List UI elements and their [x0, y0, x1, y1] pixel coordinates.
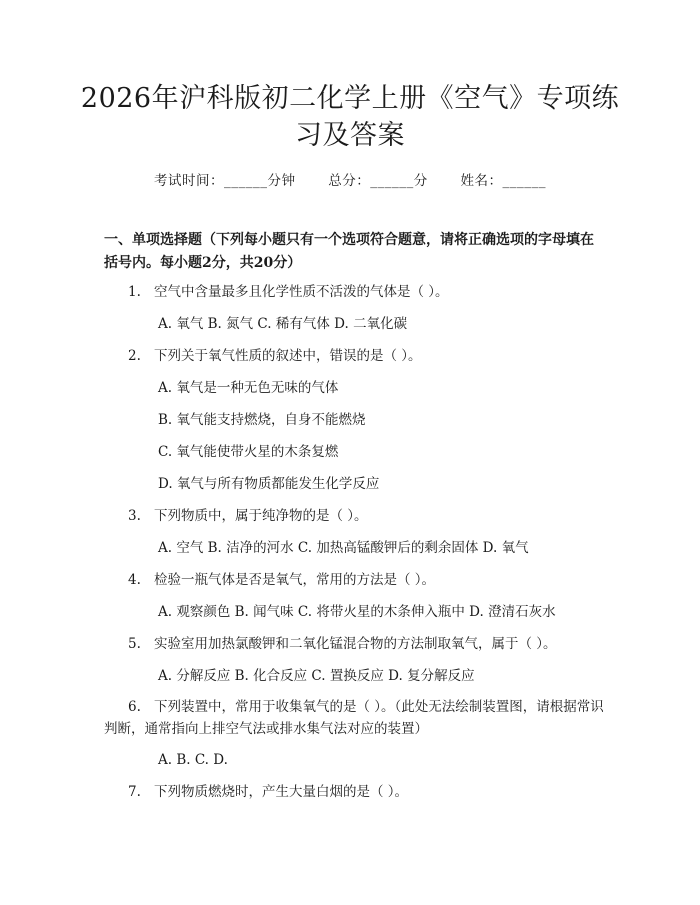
exam-time: 考试时间：______分钟	[153, 173, 296, 189]
exam-meta	[0, 169, 700, 189]
question-5	[128, 634, 608, 654]
question-7	[128, 782, 608, 802]
question-4	[128, 570, 608, 590]
exam-name: 姓名：______	[460, 173, 547, 189]
question-number: 3.	[128, 508, 141, 524]
question-number: 7.	[128, 784, 141, 800]
question-text: 下列物质燃烧时，产生大量白烟的是（ ）。	[154, 784, 409, 800]
question-text: 实验室用加热氯酸钾和二氧化锰混合物的方法制取氧气，属于（ ）。	[154, 636, 557, 652]
question-2	[128, 346, 608, 366]
question-text: 下列装置中，常用于收集氧气的是（ ）。（此处无法绘制装置图，请根据常识判断，通常指向上排空气法或排水集气法对应的装置）	[104, 699, 604, 737]
question-3	[128, 506, 608, 526]
question-text: 下列物质中，属于纯净物的是（ ）。	[154, 508, 368, 524]
question-1	[128, 282, 608, 302]
question-number: 1.	[128, 284, 141, 300]
question-number: 4.	[128, 572, 141, 588]
question-1-options: A. 氧气 B. 氮气 C. 稀有气体 D. 二氧化碳	[158, 316, 408, 332]
document-title: 2026年沪科版初二化学上册《空气》专项练习及答案	[80, 83, 620, 151]
question-6-options: A. B. C. D.	[158, 752, 228, 768]
section-heading: 一、单项选择题（下列每小题只有一个选项符合题意，请将正确选项的字母填在括号内。每小题2分，共20分）	[104, 232, 594, 271]
question-text: 下列关于氧气性质的叙述中，错误的是（ ）。	[154, 348, 422, 364]
question-2-option-b: B. 氧气能支持燃烧，自身不能燃烧	[158, 412, 366, 428]
question-text: 检验一瓶气体是否是氧气，常用的方法是（ ）。	[154, 572, 436, 588]
question-number: 2.	[128, 348, 141, 364]
question-text: 空气中含量最多且化学性质不活泼的气体是（ ）。	[154, 284, 449, 300]
question-2-option-d: D. 氧气与所有物质都能发生化学反应	[158, 476, 380, 492]
question-number: 5.	[128, 636, 141, 652]
question-6	[104, 696, 604, 740]
question-2-option-c: C. 氧气能使带火星的木条复燃	[158, 444, 339, 460]
question-4-options: A. 观察颜色 B. 闻气味 C. 将带火星的木条伸入瓶中 D. 澄清石灰水	[158, 604, 556, 620]
exam-score: 总分：______分	[328, 173, 428, 189]
question-5-options: A. 分解反应 B. 化合反应 C. 置换反应 D. 复分解反应	[158, 668, 475, 684]
question-2-option-a: A. 氧气是一种无色无味的气体	[158, 380, 339, 396]
question-number: 6.	[128, 699, 141, 715]
question-3-options: A. 空气 B. 洁净的河水 C. 加热高锰酸钾后的剩余固体 D. 氧气	[158, 540, 529, 556]
